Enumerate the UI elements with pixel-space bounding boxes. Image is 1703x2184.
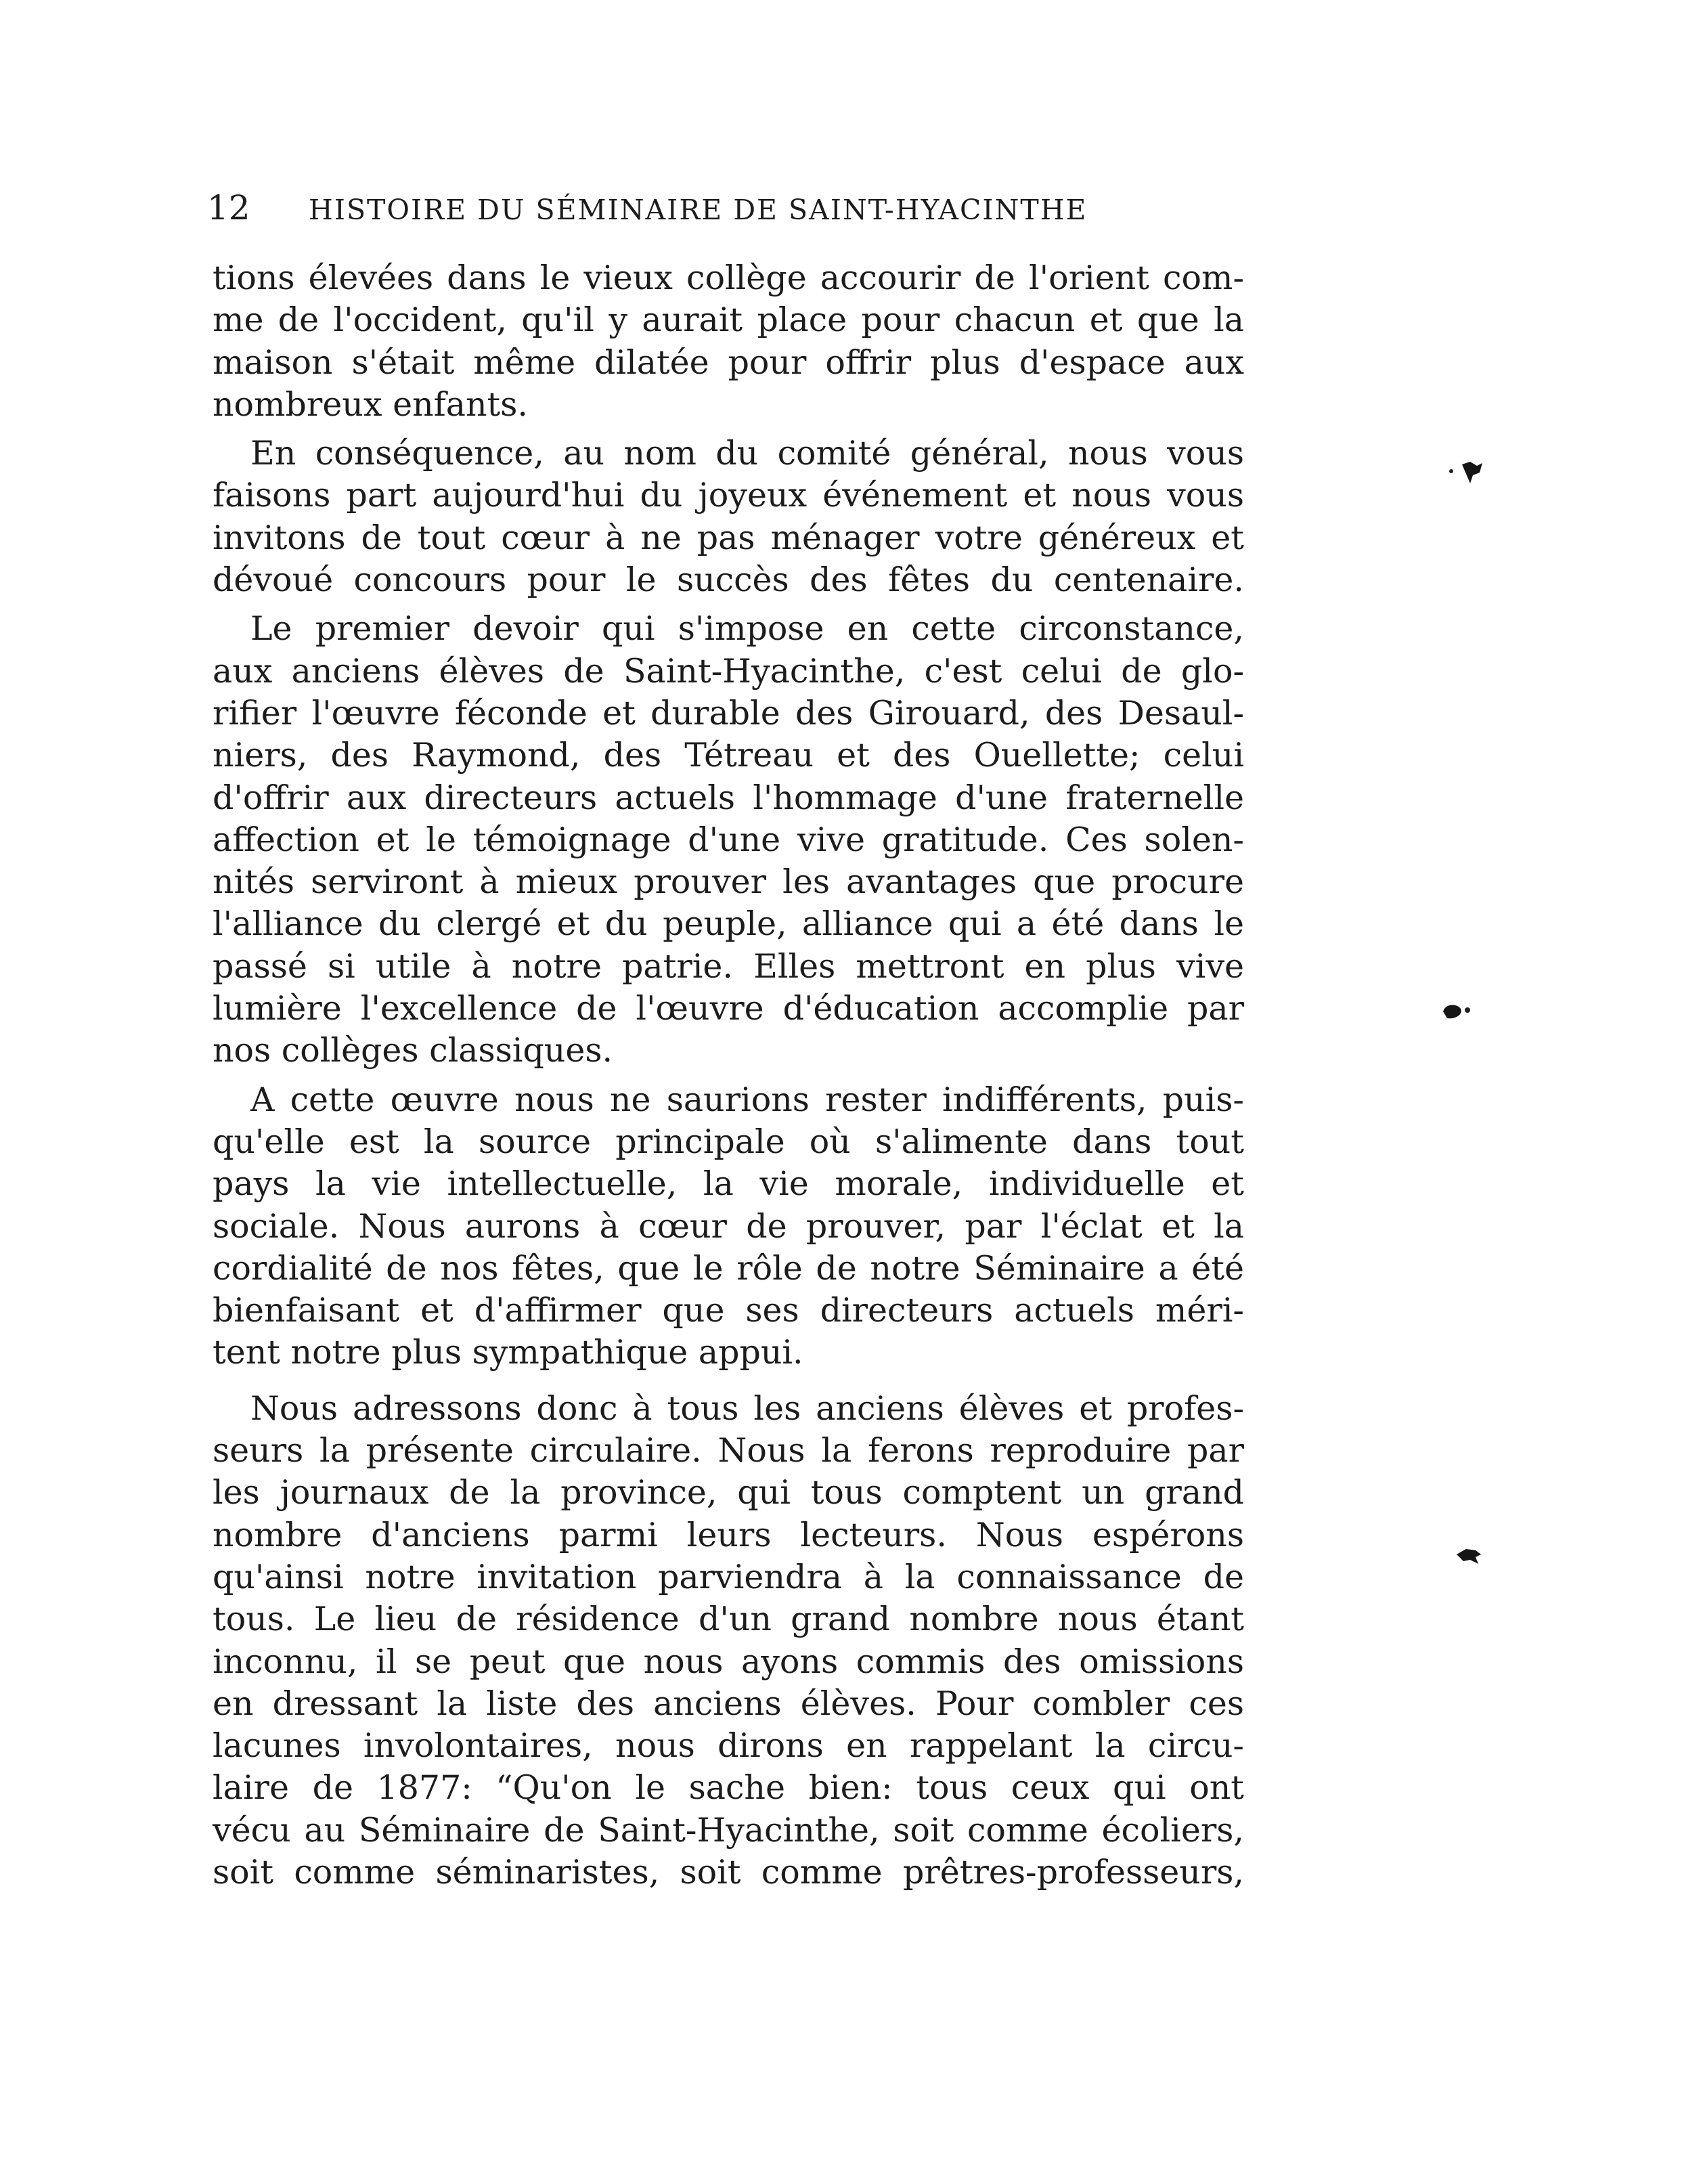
text-line: tous. Le lieu de résidence d'un grand nombre nous étant [213, 1600, 1244, 1639]
text-line: inconnu, il se peut que nous ayons commis des omissions [213, 1642, 1244, 1681]
text-line: nos collèges classiques. [213, 1031, 613, 1070]
text-line: faisons part aujourd'hui du joyeux événement et nous vous [213, 476, 1244, 515]
text-line: nombre d'anciens parmi leurs lecteurs. Nous espérons [213, 1515, 1244, 1554]
ink-speck [1455, 1545, 1485, 1568]
ink-speck [1440, 1001, 1473, 1022]
text-line: en dressant la liste des anciens élèves. Pour combler ces [213, 1684, 1244, 1723]
text-line: cordialité de nos fêtes, que le rôle de notre Séminaire a été [213, 1248, 1244, 1288]
paragraph [213, 1079, 1244, 1374]
text-line: passé si utile à notre patrie. Elles mettront en plus vive [213, 946, 1244, 986]
text-line: niers, des Raymond, des Tétreau et des Ouellette; celui [213, 736, 1244, 775]
text-line: rifier l'œuvre féconde et durable des Girouard, des Desaul- [213, 693, 1244, 733]
text-line: me de l'occident, qu'il y aurait place pour chacun et que la [213, 301, 1244, 340]
text-line: tent notre plus sympathique appui. [213, 1333, 803, 1372]
text-line: dévoué concours pour le succès des fêtes du centenaire. [213, 561, 1244, 600]
text-line: A cette œuvre nous ne saurions rester indifférents, puis- [250, 1080, 1244, 1119]
page-number: 12 [207, 188, 250, 227]
text-line: sociale. Nous aurons à cœur de prouver, par l'éclat et la [213, 1206, 1244, 1246]
text-line: qu'elle est la source principale où s'alimente dans tout [213, 1122, 1244, 1161]
text-line: soit comme séminaristes, soit comme prêtres-professeurs, [213, 1852, 1244, 1892]
text-line: qu'ainsi notre invitation parviendra à la connaissance de [213, 1557, 1244, 1596]
text-line: En conséquence, au nom du comité général, nous vous [250, 434, 1244, 473]
text-line: Nous adressons donc à tous les anciens élèves et profes- [250, 1389, 1244, 1428]
text-line: invitons de tout cœur à ne pas ménager votre généreux et [213, 518, 1244, 557]
text-line: d'offrir aux directeurs actuels l'hommage d'une fraternelle [213, 778, 1244, 817]
running-head [207, 188, 1103, 229]
paragraph [213, 608, 1244, 1072]
ink-speck [1447, 459, 1488, 489]
paragraph [213, 257, 1244, 426]
text-line: les journaux de la province, qui tous comptent un grand [213, 1473, 1244, 1512]
text-line: lacunes involontaires, nous dirons en rappelant la circu- [213, 1726, 1244, 1766]
text-line: tions élevées dans le vieux collège accourir de l'orient com- [213, 259, 1244, 297]
text-line: nités serviront à mieux prouver les avantages que procure [213, 862, 1244, 902]
text-line: pays la vie intellectuelle, la vie morale, individuelle et [213, 1164, 1244, 1204]
text-line: l'alliance du clergé et du peuple, alliance qui a été dans le [213, 904, 1244, 944]
running-title: HISTOIRE DU SÉMINAIRE DE SAINT-HYACINTHE [309, 194, 1088, 226]
text-line: vécu au Séminaire de Saint-Hyacinthe, soit comme écoliers, [213, 1810, 1244, 1850]
text-line: seurs la présente circulaire. Nous la ferons reproduire par [213, 1431, 1244, 1470]
text-line: lumière l'excellence de l'œuvre d'éducation accomplie par [213, 989, 1244, 1028]
text-line: nombreux enfants. [213, 385, 528, 424]
text-line: aux anciens élèves de Saint-Hyacinthe, c'est celui de glo- [213, 651, 1244, 691]
text-line: bienfaisant et d'affirmer que ses directeurs actuels méri- [213, 1291, 1244, 1330]
text-line: Le premier devoir qui s'impose en cette circonstance, [250, 609, 1244, 649]
paragraph [213, 1388, 1244, 1894]
text-line: affection et le témoignage d'une vive gratitude. Ces solen- [213, 820, 1244, 859]
body-text [213, 257, 1244, 1900]
text-line: maison s'était même dilatée pour offrir plus d'espace aux [213, 343, 1244, 382]
text-line: laire de 1877: “Qu'on le sache bien: tous ceux qui ont [213, 1768, 1244, 1808]
paragraph [213, 433, 1244, 601]
